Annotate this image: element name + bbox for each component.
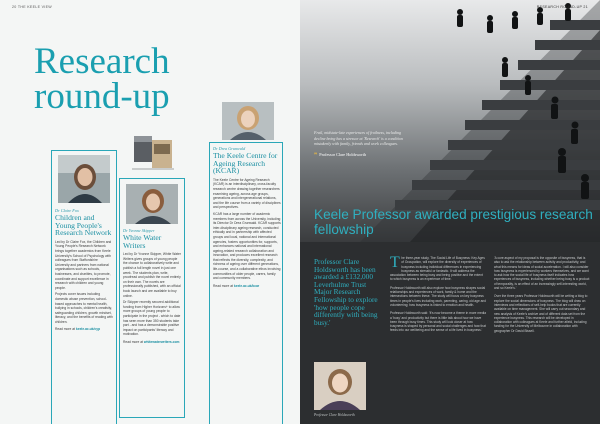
- portrait-yvonne-skipper: [126, 184, 178, 224]
- article-headline: Keele Professor awarded prestigious research fellowship: [314, 207, 593, 238]
- card-title: Children and Young People's Research Network: [55, 213, 112, 238]
- book-covers-image: [130, 132, 176, 176]
- read-more-label: Read more at: [213, 283, 233, 288]
- hero-image: [300, 0, 600, 242]
- pull-quote: [314, 130, 410, 159]
- photo-caption: Professor Clare Holdsworth: [314, 413, 355, 417]
- article-column-1: [390, 256, 486, 337]
- card-author: Dr Drea Grunwald: [213, 146, 246, 151]
- portrait-clare-holdsworth: [314, 362, 366, 410]
- read-more-label: Read more at: [123, 339, 143, 344]
- card-body: KCAR has a large number of academic members from across the University, including its Director Dr Drea Grunwald. KCAR supports inter-disciplinary ageing research, conducted ethically and in partnership with affected groups and local, national and international agencies, fosters opportunities for, supports, and enhances national and international ageing-related research collaboration and innovation, and produces excellent research that reflects the diversity, complexity, and richness of ageing over different generations, life-course, and a collaborative ethos involving communities of older people, carers, family and community members.: [213, 211, 281, 281]
- stairs-illustration: [300, 0, 600, 242]
- card-author: Dr Yvonne Skipper: [123, 228, 155, 233]
- read-more-link[interactable]: keele.ac.uk/cyp: [75, 327, 101, 332]
- card-body: Led by Dr Claire Fox, the Children and Young People's Research Network brings together academics from Keele University's School of Psychology with colleagues from Staffordshire University and partners from national organisations such as schools, businesses, and charities, to promote, coordinate and support excellence in research with children and young people.: [55, 239, 112, 290]
- research-card-kcar: [212, 102, 282, 424]
- portrait-drea-grunwald: [222, 102, 274, 140]
- card-body: Led by Dr Yvonne Skipper, White Water Writers gives groups of young people the chance to collaboratively write and publish a full length novel in just one week. The students plan, write, proofread and publish the novel entirely on their own. The novels are professionally published, with an official book launch and are available to buy online.: [123, 252, 181, 298]
- read-more-label: Read more at: [55, 327, 75, 332]
- article-paragraph: Professor Holdsworth will also explore how busyness shapes social relationships and experiences of work, family & home and the intersections between these. The study will focus on key busyness times in people's lives including work, parenting, caring, old age and volunteering; how busyness is linked to emotion and health.: [390, 285, 486, 307]
- article-paragraph: Professor Holdsworth said: 'It's now become a theme in more media a 'busy' and productivity but there is little talk about how we have been through busy times. This study will look closer at how busyness is shaped by personal and social challenges and how that feeds into our wellbeing and the sense of a life lived in busyness.': [390, 311, 486, 333]
- card-body: Projects cover issues including domestic abuse prevention, school-based approaches to mental health, bullying in schools, children's creativity, safeguarding children, growth mindset, literacy, and the benefits of reading with children.: [55, 292, 113, 324]
- article-paragraph: [390, 256, 486, 282]
- quote-author: Professor Clare Holdsworth: [319, 151, 366, 157]
- paragraph-text: he three-year study, The Social Life of Busyness: Key Ages of Occupation, will explore the diversity of experiences of busyness including individual differences in experiencing busyness as stressful or fantastic. It will address the association between being busy and being positive and the extent to which busyness is an experience of time.: [390, 256, 485, 282]
- read-more: [213, 284, 281, 288]
- article-column-2: [494, 256, 590, 337]
- card-body: The Keele Centre for Ageing Research (KCAR) is an interdisciplinary, cross-faculty research centre drawing together researchers examining ageing, across age groups, generations and intergenerational relations, and the life course from a variety of disciplines and perspectives.: [213, 177, 281, 210]
- title-line-1: Research: [34, 41, 170, 82]
- read-more-link[interactable]: keele.ac.uk/kcar: [233, 283, 260, 288]
- article-paragraph: 'A core aspect of my proposal is the opposite of busyness, that is also to ask the relationship between activity and productivity, and what this means for ideas of social acceleration. I will also consider how busyness is experienced by workers themselves, and we want to ask how the social life of busyness itself indicates how experiences of busyness, including whether being busy is a product of temporality, is an effect of an increasingly self-interesting world, and so Keele's.': [494, 256, 590, 291]
- section-title: [34, 41, 170, 117]
- article-standfirst: Professor Clare Holdsworth has been awarded a £132,000 Leverhulme Trust Major Research Fellowship to explore 'how people cope differently with being busy.': [314, 257, 378, 327]
- card-title: White Water Writers: [123, 233, 162, 250]
- portrait-claire-fox: [58, 155, 110, 203]
- read-more: [123, 340, 181, 344]
- right-page: [300, 0, 600, 424]
- title-line-2: round-up: [34, 76, 170, 117]
- read-more: [55, 327, 113, 331]
- quote-attribution: [314, 152, 410, 159]
- card-author: Dr Claire Fox: [55, 208, 79, 213]
- quote-mark-icon: ❞: [314, 152, 318, 159]
- page-folio: RESEARCH ROUND-UP 21: [536, 5, 588, 9]
- card-body: Dr Skipper recently secured additional funding from Higher Horizons+ to allow more groups of young people to participate in the project - which to date has seen more than 350 students take part - and has a demonstrable positive impact on participants' literacy and motivation.: [123, 300, 181, 337]
- research-card-cyp: [54, 150, 114, 424]
- article-paragraph: Over the three years Professor Holdsworth will be writing a blog to explore the social dimensions of busyness. The blog will draw on interviews and reflections of self-help books that are currently available on time management. She will carry out secondary and new analysis of Keele's archive and of different data set from the experience busyness. This research will be developed in collaboration with colleagues at Keele and further afield, including funding for the University of Melbourne in collaboration with geographer Dr David Bissell.: [494, 294, 588, 333]
- research-card-white-water-writers: [122, 132, 182, 424]
- quote-text: Frail, midstate-late experiences of frailness, including decline being has a stressor at 'Research' is a condition mistakenly with family, friends and work colleagues.: [314, 130, 403, 147]
- page-folio: 20 THE KEELE VIEW: [12, 5, 52, 9]
- card-title: The Keele Centre for Ageing Research (KCAR): [213, 151, 278, 176]
- read-more-link[interactable]: whitewaterwriters.com: [143, 339, 180, 344]
- drop-cap: T: [390, 254, 400, 271]
